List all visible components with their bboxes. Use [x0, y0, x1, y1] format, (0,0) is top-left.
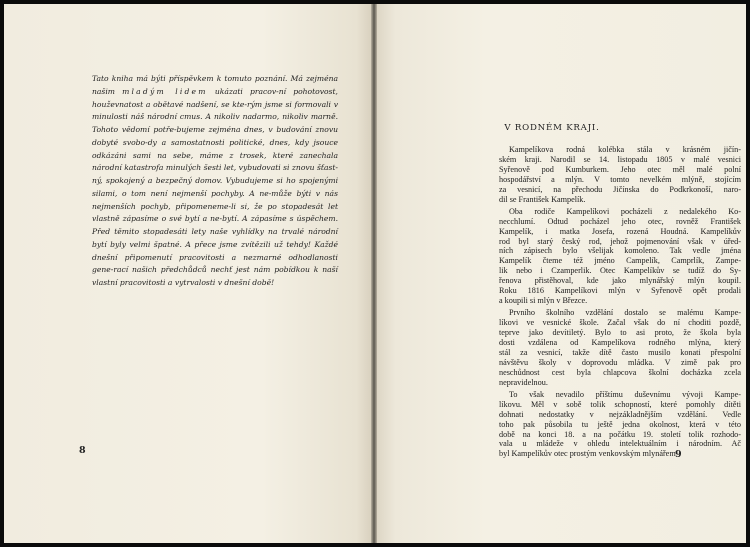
left-text-line: spojenými silami, o tom není nejmenší pochyby. A ne-	[92, 176, 339, 198]
left-text-line: A nikoliv nadarmo, nikoliv marně. Tohoto vědomí potře-	[92, 112, 338, 134]
text-line: toho pak působila tu ještě jedna okolnost, která v této	[499, 419, 741, 429]
paragraph	[499, 390, 741, 459]
left-text-line: ukázati pracov-	[214, 86, 279, 96]
text-line: Kampelíkova rodná kolébka stála v krásném jičín-	[509, 145, 741, 154]
text-line: dohnati nedostatky v nejzákladnějším vzdělání. Vedle	[499, 409, 741, 419]
text-line: líkovu. Měl v sobě tolik schopností, které pomohly dítěti	[499, 399, 741, 409]
text-line: dosti vzdálena od Kampelíkova rodného mlýna, který	[499, 338, 741, 347]
right-page-text	[499, 145, 741, 462]
text-line: řenova přistěhoval, kde jako mlynářský mlýn koupil.	[499, 276, 741, 286]
left-text-line: dy a samostatnosti politické, dnes, kdy jsouce odkázáni	[92, 137, 338, 160]
left-text-line: připomenutí pracovitosti a nezmarné odhodlanosti gene-	[92, 252, 338, 275]
text-line: Oba rodiče Kampelíkovi pocházeli z nedalekého Ko-	[509, 206, 741, 216]
text-line: necchlumí. Odtud pocházel jeho otec, rovněž František	[499, 216, 741, 226]
left-text-line: špatné. A přece jsme zvítězili už tehdy! Každé dnešní	[92, 239, 339, 262]
text-line: lik nebo i Czamperlik. Otec Kampelíkův se tudíž do Sy-	[499, 266, 741, 276]
left-text-line: může býti v nás nejmenších pochyb, připomeneme-li si,	[92, 188, 338, 211]
text-line: Kampelík, i matka Josefa, rozená Houdná. Kampelíkův	[499, 226, 741, 236]
text-line: době na konci 18. a na počátku 19. století tolik rozhodo-	[499, 429, 741, 439]
left-text-line: rací našich předchůdců nechť jest nám pobídkou k naší	[113, 265, 338, 275]
left-text-line: bujeme zejména dnes, v budování znovu dobyté svobo-	[92, 125, 339, 147]
page-number-left: 8	[79, 445, 86, 456]
left-text-line: sami na sebe, máme z trosek, které zanechala národní	[92, 150, 338, 173]
text-line: Kampelík čteme též jméno Campelík, Camprlík, Zampe-	[499, 256, 741, 266]
left-text-line: lety naše vyhlídky na trvalé národní bytí byly velmi	[92, 227, 338, 249]
chapter-title: V RODNÉM KRAJI.	[504, 123, 600, 133]
left-text-line: Má zejména našim	[92, 74, 338, 96]
text-line: ském kraji. Narodil se 14. listopadu 1805 v malé vesnici	[499, 154, 741, 164]
left-text-line: vlastní pracovitosti a vytrvalosti v dnešní době!	[92, 278, 275, 287]
text-line: za vesnicí, na přechodu Jičínska do Podkrkonoší, naro-	[499, 184, 741, 194]
paragraph	[499, 145, 741, 204]
text-line: byl Kampelíkův otec prostým venkovským mlynářem	[499, 449, 676, 459]
text-line: Syřenově pod Kumburkem. Jeho otec měl malé polní	[499, 164, 741, 174]
paragraph	[499, 207, 741, 306]
left-text-line: bytí. A zápasíme s úspěchem. Před těmito stopadesáti	[92, 214, 338, 236]
text-line: hospodářství a mlýn. V tomto nevelkém mlýně, stojícím	[499, 174, 741, 184]
text-line: ních zápisech bylo všelijak komoleno. Tak vedle jména	[499, 246, 741, 256]
left-text-line: ný, spokojený a bezpečný domov. Vybudujeme si ho	[92, 176, 296, 185]
text-line: líkovi ve vesnické škole. Začal však do ní choditi pozdě,	[499, 318, 741, 328]
text-line: dil se František Kampelík.	[499, 194, 586, 204]
text-line: To však nevadilo příštímu duševnímu vývoji Kampe-	[509, 389, 741, 399]
left-page-text	[92, 73, 338, 290]
text-line: rod byl starý český rod, jehož pojmenování však v úřed-	[499, 236, 741, 246]
left-text-line: že po stopadesát let vlastně zápasíme o své bytí a ne-	[92, 201, 338, 224]
left-text-line: ní pohotovost, houževnatost a obětavé nadšení, se kte-	[92, 86, 338, 109]
left-text-line: katastrofa minulých šesti let, vybudovati si znovu šťast-	[124, 163, 339, 173]
left-text-line: Tato kniha má býti příspěvkem k tomuto poznání.	[92, 74, 288, 83]
text-line: neschůdnost cest byla chlapcova školní docházka zcela	[499, 367, 741, 377]
book-spread	[4, 4, 746, 543]
text-line: vala u mládeže v ohledu intelektuálním i národním. Ač	[499, 439, 741, 449]
left-page	[4, 4, 371, 543]
text-line: nepravidelnou.	[499, 377, 548, 387]
text-line: Prvního školního vzdělání dostalo se malému Kampe-	[509, 308, 741, 318]
text-line: Roku 1816 Kampelíkovi mlýn v Syřenově opět prodali	[499, 286, 741, 296]
text-line: stál za vesnicí, takže dítě často musilo konati přespolní	[499, 347, 741, 357]
text-line: návštěvu školy v doprovodu mládka. V zimě pak pro	[499, 357, 741, 367]
text-line: a koupili si mlýn v Březce.	[499, 295, 588, 305]
page-number-right: 9	[675, 449, 682, 460]
text-line: teprve jako devítiletý. Bylo to asi proto, že škola byla	[499, 328, 741, 338]
paragraph	[499, 308, 741, 387]
left-text-line: rým jsme si formovali v minulosti náš národní cmus.	[92, 99, 338, 122]
left-text-line: mladým lidem	[122, 86, 208, 96]
